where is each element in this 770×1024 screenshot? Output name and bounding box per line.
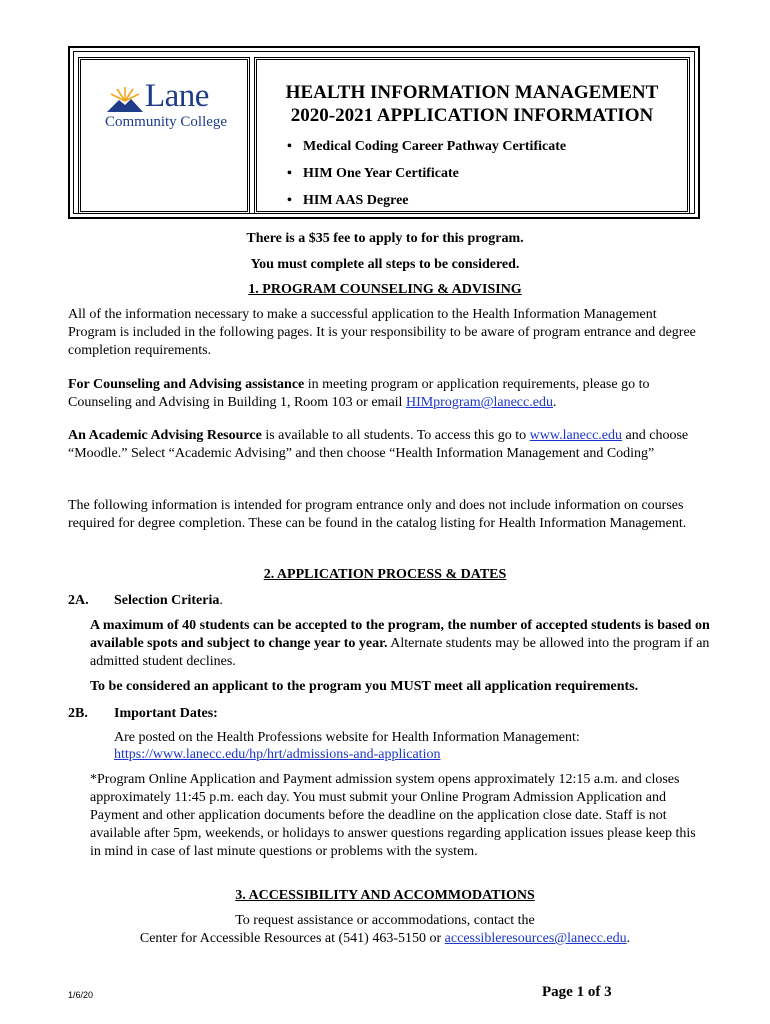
section-1-paragraph-2: For Counseling and Advising assistance in meeting program or application requirements, please go to Counseling and Advising in Building 1, Room 103 or email HIMprogram@lanecc.edu. [68, 377, 650, 410]
section-1-paragraph-3: An Academic Advising Resource is available to all students. To access this go to www.lanecc.edu and choose “Moodle.” Select “Academic Advising” and then choose “Health Information Management and Coding” [68, 428, 689, 461]
document-subtitle: 2020-2021 APPLICATION INFORMATION [290, 105, 654, 126]
important-dates-text: Are posted on the Health Professions website for Health Information Management: [114, 730, 580, 745]
section-2a-title: Selection Criteria. [114, 593, 223, 608]
page-number: Page 1 of 3 [542, 984, 612, 1000]
section-2b-title: Important Dates: [114, 706, 218, 721]
list-item: • HIM AAS Degree [287, 193, 409, 208]
must-meet-requirements: To be considered an applicant to the program you MUST meet all application requirements. [90, 679, 639, 694]
section-1-paragraph-1: All of the information necessary to make a successful application to the Health Information Management Program is included in the following pages. It is your responsibility to be aware of program entrance and degree completion requirements. [68, 307, 696, 358]
header-inner-frame [73, 51, 695, 214]
bullet-icon: • [287, 139, 292, 154]
section-1-heading: 1. PROGRAM COUNSELING & ADVISING [248, 282, 522, 297]
accessibility-line-2: Center for Accessible Resources at (541) 463-5150 or accessibleresources@lanecc.edu. [139, 931, 631, 946]
application-system-note: *Program Online Application and Payment admission system opens approximately 12:15 a.m. and closes approximately 11:45 p.m. each day. You must submit your Online Program Admission Application and Payment and other application documents before the deadline on the application close date. Staff is not available after 5pm, weekends, or holidays to answer questions regarding application issues please keep this in mind in case of last minute questions or problems with the system. [90, 772, 696, 859]
section-2a-number: 2A. [68, 593, 89, 608]
section-1-paragraph-4: The following information is intended for program entrance only and does not include information on courses required for degree completion. These can be found in the catalog listing for Health Information Management. [68, 498, 687, 531]
section-2-heading: 2. APPLICATION PROCESS & DATES [263, 567, 507, 582]
title-box [254, 57, 690, 214]
sun-mountain-icon [105, 84, 145, 114]
section-3-heading: 3. ACCESSIBILITY AND ACCOMMODATIONS [235, 888, 535, 903]
logo-subtitle: Community College [105, 114, 228, 130]
logo-box [78, 57, 250, 214]
accessibility-line-1: To request assistance or accommodations, contact the [235, 913, 535, 928]
selection-criteria-text: A maximum of 40 students can be accepted to the program, the number of accepted students is based on available spots and subject to change year to year. Alternate students may be allowed into the program if an admitted student declines. [90, 618, 710, 669]
lane-logo [105, 78, 235, 138]
lanecc-link[interactable]: www.lanecc.edu [529, 428, 623, 443]
logo-word: Lane [145, 78, 209, 114]
him-email-link[interactable]: HIMprogram@lanecc.edu [405, 395, 553, 410]
steps-notice: You must complete all steps to be considered. [250, 257, 520, 272]
accessible-resources-email-link[interactable]: accessibleresources@lanecc.edu [444, 931, 627, 946]
footer-date: 1/6/20 [68, 990, 94, 1000]
counseling-label: For Counseling and Advising assistance [68, 377, 305, 392]
list-item: • HIM One Year Certificate [287, 166, 459, 181]
bullet-icon: • [287, 166, 292, 181]
fee-notice: There is a $35 fee to apply to for this program. [246, 231, 524, 246]
advising-resource-label: An Academic Advising Resource [68, 428, 262, 443]
admissions-link-line [114, 746, 440, 764]
document-title: HEALTH INFORMATION MANAGEMENT [285, 82, 659, 103]
list-item: • Medical Coding Career Pathway Certificate [287, 139, 567, 154]
header-frame [68, 46, 700, 219]
admissions-link[interactable]: https://www.lanecc.edu/hp/hrt/admissions-and-application [114, 747, 441, 762]
bullet-icon: • [287, 193, 292, 208]
section-2b-number: 2B. [68, 706, 88, 721]
certificate-list [287, 139, 566, 220]
